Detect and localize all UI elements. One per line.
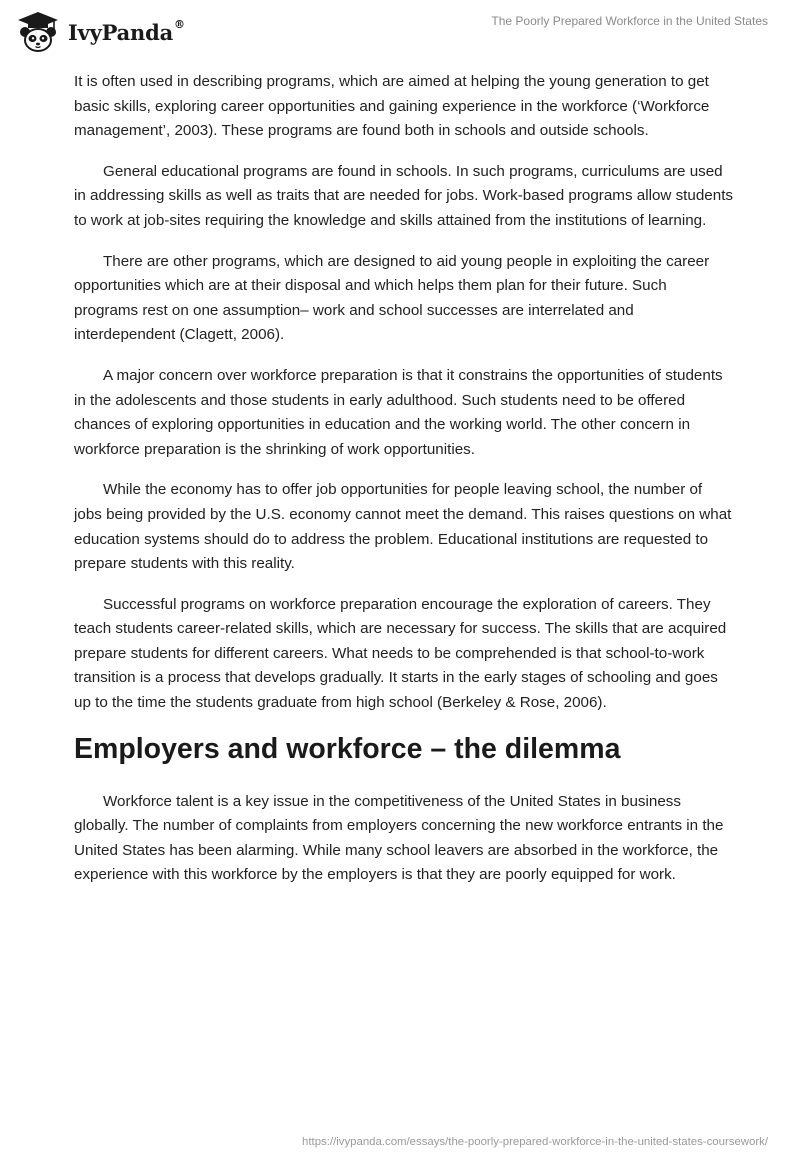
paragraph-3: There are other programs, which are designed to aid young people in exploiting the career opportunities which are at their disposal and which helps them plan for their future. Such programs rest on one assumption– work and school successes are interrelated and interdependent (Clagett, 2006). [74,252,710,344]
panda-graduate-icon [14,10,62,54]
ivypanda-logo[interactable] [14,8,185,56]
paragraph-5: While the economy has to offer job opportunities for people leaving school, the number of jobs being provided by the U.S. economy cannot meet the demand. This raises questions on what education systems should do to address the problem. Educational institutions are requested to prepare students with this reality. [74,481,732,573]
paragraph-1: It is often used in describing programs, which are aimed at helping the young generation to get basic skills, exploring career opportunities and gaining experience in the workforce (‘Workforce management’, 2003). These programs are found both in schools and outside schools. [74,73,710,140]
paragraph-6: Successful programs on workforce preparation encourage the exploration of careers. They teach students career-related skills, which are necessary for success. The skills that are acquired prepare students for different careers. What needs to be comprehended is that school-to-work transition is a process that develops gradually. It starts in the early stages of schooling and goes up to the time the students graduate from high school (Berkeley & Rose, 2006). [74,595,727,712]
page-header [0,0,800,60]
article-body [74,70,734,904]
logo-text: IvyPanda [68,19,174,45]
document-title: The Poorly Prepared Workforce in the United States [491,14,768,28]
paragraph-7: Workforce talent is a key issue in the competitiveness of the United States in business globally. The number of complaints from employers concerning the new workforce entrants in the United States has been alarming. While many school leavers are absorbed in the workforce, the experience with this workforce by the employers is that they are poorly equipped for work. [74,792,724,884]
source-url[interactable]: https://ivypanda.com/essays/the-poorly-prepared-workforce-in-the-united-states-coursework/ [302,1136,768,1148]
paragraph-2: General educational programs are found in schools. In such programs, curriculums are used in addressing skills as well as traits that are needed for jobs. Work-based programs allow students to work at job-sites requiring the knowledge and skills attained from the institutions of learning. [74,162,734,229]
paragraph-4: A major concern over workforce preparation is that it constrains the opportunities of students in the adolescents and those students in early adulthood. Such students need to be offered chances of exploring opportunities in education and the working world. The other concern in workforce preparation is the shrinking of work opportunities. [74,366,723,458]
section-heading: Employers and workforce – the dilemma [74,732,621,765]
logo-wordmark [68,17,185,45]
registered-mark: ® [174,17,185,31]
